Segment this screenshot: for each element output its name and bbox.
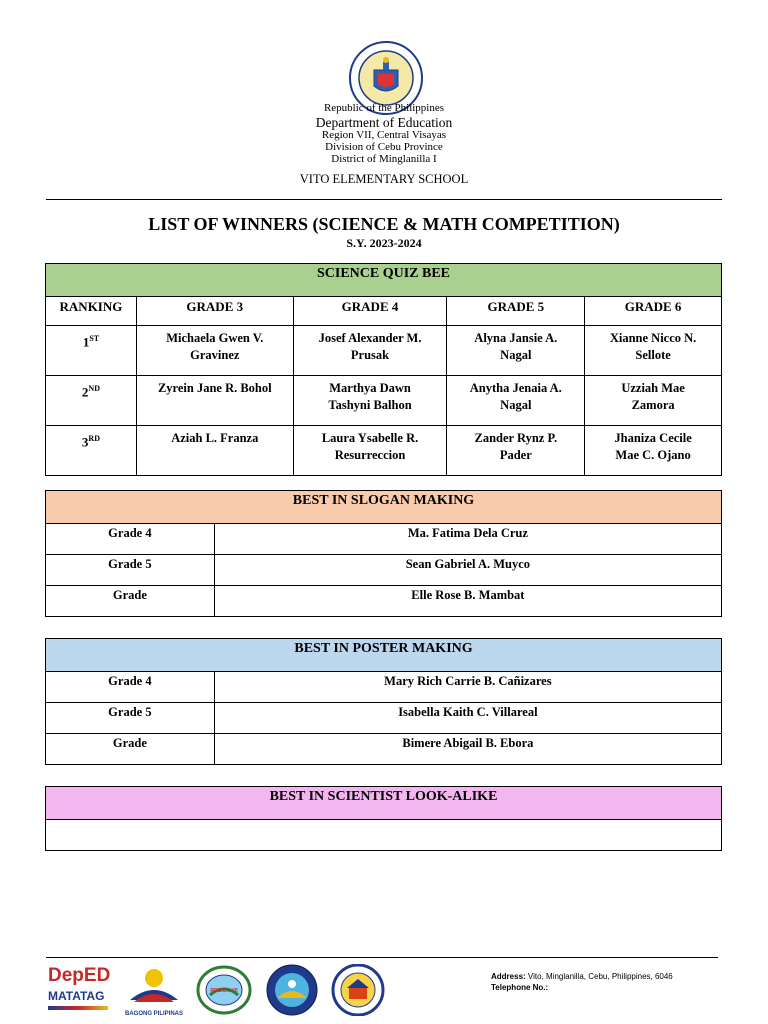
winner-cell: Sean Gabriel A. Muyco: [214, 555, 721, 586]
division-cebu-logo: [264, 964, 320, 1016]
winner-cell: Michaela Gwen V. Gravinez: [136, 326, 293, 376]
winner-cell: Isabella Kaith C. Villareal: [214, 703, 721, 734]
column-header: RANKING: [46, 297, 137, 326]
winner-cell: Bimere Abigail B. Ebora: [214, 734, 721, 765]
rank-cell: 2ND: [46, 376, 137, 426]
table-row: [46, 426, 722, 476]
page-title: LIST OF WINNERS (SCIENCE & MATH COMPETITION): [148, 214, 620, 234]
slogan-heading: BEST IN SLOGAN MAKING: [46, 491, 722, 524]
table-row: [46, 586, 722, 617]
header-department: Department of Education: [315, 115, 453, 130]
winner-cell: Zander Rynz P. Pader: [447, 426, 585, 476]
table-row: [46, 326, 722, 376]
table-row: [46, 703, 722, 734]
telephone-line: Telephone No.:: [491, 983, 549, 992]
column-header: GRADE 5: [447, 297, 585, 326]
bagong-pilipinas-logo: BAGONG PILIPINAS: [122, 962, 186, 1017]
school-year: S.Y. 2023-2024: [346, 236, 422, 250]
grade-cell: Grade 4: [46, 672, 215, 703]
scientist-lookalike-table: [45, 786, 722, 851]
winner-cell: Aziah L. Franza: [136, 426, 293, 476]
winner-cell: Ma. Fatima Dela Cruz: [214, 524, 721, 555]
table-row: [46, 734, 722, 765]
header-school: VITO ELEMENTARY SCHOOL: [299, 172, 469, 186]
column-header: GRADE 3: [136, 297, 293, 326]
grade-cell: Grade 5: [46, 555, 215, 586]
science-quiz-heading: SCIENCE QUIZ BEE: [46, 264, 722, 297]
table-row: [46, 672, 722, 703]
grade-cell: Grade 5: [46, 703, 215, 734]
column-header: GRADE 6: [585, 297, 722, 326]
winner-cell: Xianne Nicco N. Sellote: [585, 326, 722, 376]
winner-cell: Jhaniza Cecile Mae C. Ojano: [585, 426, 722, 476]
science-quiz-table: [45, 263, 722, 476]
rank-cell: 3RD: [46, 426, 137, 476]
address-line: Address: Vito, Minglanilla, Cebu, Philippines, 6046: [491, 972, 673, 981]
school-contact-info: [491, 971, 673, 993]
winner-cell: Marthya Dawn Tashyni Balhon: [293, 376, 447, 426]
header-district: District of Minglanilla I: [331, 153, 437, 165]
winner-cell: [46, 820, 722, 851]
bagong-pilipinas-emblem-icon: [122, 962, 186, 1006]
science-quiz-heading-row: [46, 264, 722, 297]
table-row: [46, 555, 722, 586]
column-header: GRADE 4: [293, 297, 447, 326]
winner-cell: Anytha Jenaia A. Nagal: [447, 376, 585, 426]
deped-matatag-logo: DepED MATATAG: [48, 965, 114, 1015]
winner-cell: Uzziah Mae Zamora: [585, 376, 722, 426]
grade-cell: Grade: [46, 734, 215, 765]
table-row: [46, 524, 722, 555]
poster-making-table: [45, 638, 722, 765]
header-region: Region VII, Central Visayas: [321, 129, 447, 141]
table-row: [46, 376, 722, 426]
slogan-making-table: [45, 490, 722, 617]
rank-cell: 1ST: [46, 326, 137, 376]
header-republic: Republic of the Philippines: [323, 102, 445, 114]
header-divider: [46, 199, 722, 200]
poster-heading: BEST IN POSTER MAKING: [46, 639, 722, 672]
scientist-heading: BEST IN SCIENTIST LOOK-ALIKE: [46, 787, 722, 820]
table-row: [46, 820, 722, 851]
grade-cell: Grade: [46, 586, 215, 617]
winner-cell: Laura Ysabelle R. Resurreccion: [293, 426, 447, 476]
grade-cell: Grade 4: [46, 524, 215, 555]
science-quiz-column-headers: [46, 297, 722, 326]
vito-elementary-school-logo: [330, 964, 386, 1016]
svg-text:REGION VII: REGION VII: [210, 988, 238, 994]
winner-cell: Alyna Jansie A. Nagal: [447, 326, 585, 376]
winner-cell: Zyrein Jane R. Bohol: [136, 376, 293, 426]
winner-cell: Elle Rose B. Mambat: [214, 586, 721, 617]
header-division: Division of Cebu Province: [325, 141, 443, 153]
winner-cell: Josef Alexander M. Prusak: [293, 326, 447, 376]
footer-divider: [46, 957, 718, 958]
region-vii-logo: [196, 965, 252, 1015]
winner-cell: Mary Rich Carrie B. Cañizares: [214, 672, 721, 703]
